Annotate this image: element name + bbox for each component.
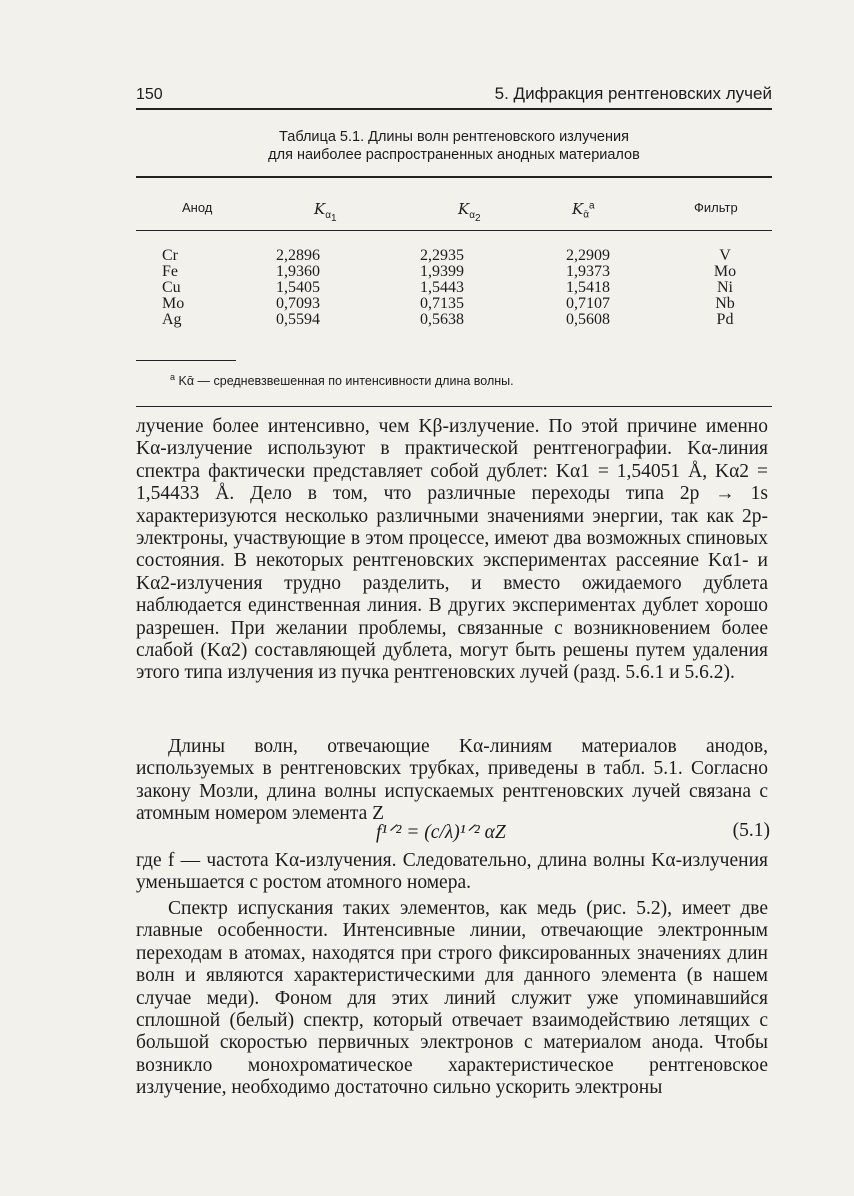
cell-anode: Ag (162, 311, 182, 328)
cell-ka2: 0,7135 (420, 295, 464, 312)
table-footnote: $^a$ Kᾱ — средневзвешенная по интенсивности длина волны. (170, 372, 514, 389)
paragraph-text: Спектр испускания таких элементов, как медь (рис. 5.2), имеет две главные особенности. Интенсивные линии, отвечающие электронным переходам в атомах, находятся при строго фиксированных значениях длин волн и являются характеристическими для данного элемента (в нашем случае меди). Фоном для этих линий служит уже упоминавшийся сплошной (белый) спектр, который отвечает взаимодействию летящих с большой скоростью первичных электронов с материалом анода. Чтобы возникло монохроматическое характеристическое рентгеновское излучение, необходимо достаточно сильно ускорить электроны (136, 898, 768, 1099)
caption-line-2: для наиболее распространенных анодных материалов (268, 147, 640, 163)
cell-ka: 1,9373 (566, 263, 610, 280)
chapter-title: 5. Дифракция рентгеновских лучей (494, 84, 772, 103)
equation-body: f¹ᐟ² = (c/λ)¹ᐟ² αZ (376, 822, 506, 843)
table-row (136, 296, 772, 312)
body-paragraph-4 (136, 898, 768, 1100)
table-row (136, 312, 772, 328)
paragraph-text: лучение более интенсивно, чем Kβ-излучение. По этой причине именно Kα-излучение используют в практической рентгенографии. Kα-линия спектра фактически представляет собой дублет: Kα1 = 1,54051 Å, Kα2 = 1,54433 Å. Дело в том, что различные переходы типа 2p → 1s характеризуются несколько различными значениями энергии, так как 2p-электроны, участвующие в этом процессе, имеют два возможных спиновых состояния. В некоторых рентгеновских экспериментах рассеяние Kα1- и Kα2-излучения трудно разделить, и вместо ожидаемого дублета наблюдается единственная линия. В других экспериментах дублет хорошо разрешен. При желании проблемы, связанные с возникновением более слабой (Kα2) составляющей дублета, могут быть решены путем удаления этого типа излучения из пучка рентгеновских лучей (разд. 5.6.1 и 5.6.2). (136, 416, 768, 684)
equation-5-1 (136, 820, 772, 846)
col-header-ka1: $K_{\alpha_1}$ (314, 200, 337, 224)
header-rule (136, 108, 772, 110)
paragraph-text: Длины волн, отвечающие Kα-линиям материалов анодов, используемых в рентгеновских трубках, приведены в табл. 5.1. Согласно закону Мозли, длина волны испускаемых рентгеновских лучей связана с атомным номером элемента Z (136, 736, 768, 825)
table-header-rule (136, 230, 772, 231)
cell-filter: Pd (716, 311, 734, 328)
cell-filter: Mo (713, 263, 737, 280)
equation-number: (5.1) (732, 820, 770, 841)
table-body (136, 248, 772, 328)
cell-ka: 1,5418 (566, 279, 610, 296)
table-row (136, 280, 772, 296)
cell-anode: Mo (162, 295, 185, 312)
page-number: 150 (136, 86, 163, 103)
cell-ka2: 0,5638 (420, 311, 464, 328)
caption-line-1: Таблица 5.1. Длины волн рентгеновского излучения (279, 129, 629, 145)
cell-ka1: 0,7093 (276, 295, 320, 312)
cell-ka: 0,5608 (566, 311, 610, 328)
cell-ka2: 1,5443 (420, 279, 464, 296)
cell-ka: 0,7107 (566, 295, 610, 312)
col-header-anode: Анод (182, 200, 213, 215)
cell-ka1: 0,5594 (276, 311, 320, 328)
cell-ka: 2,2909 (566, 247, 610, 264)
table-caption (136, 128, 772, 164)
body-paragraph-2 (136, 736, 768, 826)
cell-anode: Cr (162, 247, 178, 264)
footnote-text: Kᾱ — средневзвешенная по интенсивности длина волны. (178, 374, 514, 389)
cell-ka1: 1,9360 (276, 263, 320, 280)
table-row (136, 264, 772, 280)
paragraph-text: где f — частота Kα-излучения. Следовательно, длина волны Kα-излучения уменьшается с ростом атомного номера. (136, 850, 768, 894)
cell-ka2: 1,9399 (420, 263, 464, 280)
cell-ka2: 2,2935 (420, 247, 464, 264)
col-header-filter: Фильтр (694, 200, 738, 215)
body-paragraph-1 (136, 416, 768, 685)
cell-ka1: 1,5405 (276, 279, 320, 296)
footnote-rule (136, 360, 236, 361)
cell-anode: Cu (162, 279, 181, 296)
col-header-ka2: $K_{\alpha_2}$ (458, 200, 481, 224)
body-paragraph-3 (136, 850, 768, 895)
table-bottom-rule (136, 406, 772, 407)
table-header (136, 192, 772, 222)
col-header-ka: $K_ᾱ^a$ (572, 200, 595, 221)
cell-anode: Fe (162, 263, 178, 280)
cell-filter: Ni (717, 279, 733, 296)
running-header (136, 84, 772, 104)
cell-ka1: 2,2896 (276, 247, 320, 264)
table-top-rule (136, 176, 772, 178)
table-row (136, 248, 772, 264)
cell-filter: V (719, 247, 731, 264)
cell-filter: Nb (715, 295, 735, 312)
